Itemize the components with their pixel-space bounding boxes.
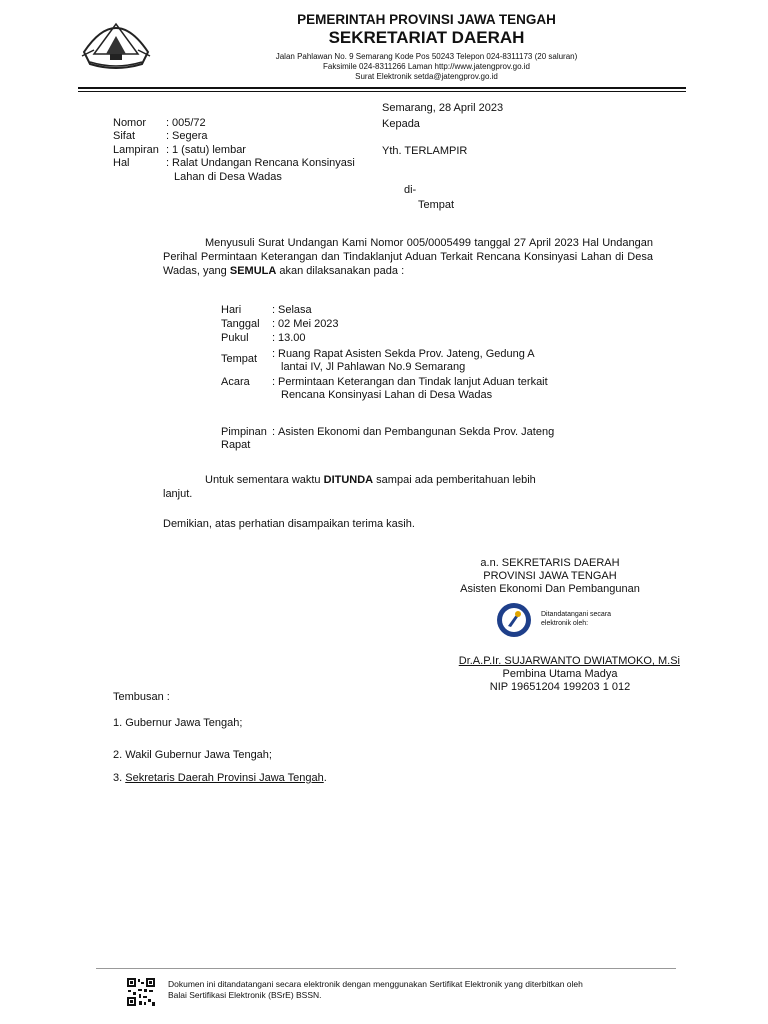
esign-text-1: Ditandatangani secara bbox=[541, 611, 612, 618]
signature-an: a.n. SEKRETARIS DAERAH bbox=[480, 557, 620, 569]
detail-label-hari: Hari bbox=[221, 304, 242, 316]
tembusan-item-2: 2. Wakil Gubernur Jawa Tengah; bbox=[113, 749, 272, 761]
meta-label-lampiran: Lampiran bbox=[113, 144, 159, 156]
header-rule-thick bbox=[78, 87, 686, 89]
signatory-name: Dr.A.P.Ir. SUJARWANTO DWIATMOKO, M.Si bbox=[458, 655, 680, 667]
detail-label-pimpinan: Pimpinan bbox=[221, 426, 267, 438]
kepada: Kepada bbox=[382, 118, 420, 130]
paragraph-intro: Menyusuli Surat Undangan Kami Nomor 005/0005499 tanggal 27 April 2023 Hal Undangan Perihal Permintaan Keterangan dan Tindaklanjut Aduan Terkait Rencana Konsinyasi Lahan di Desa Wadas, yang SEMULA akan dilaksanakan pada : bbox=[163, 237, 653, 277]
signatory-nip: NIP 19651204 199203 1 012 bbox=[489, 681, 631, 693]
meta-value-sifat: Segera bbox=[172, 130, 208, 142]
header-address: Jalan Pahlawan No. 9 Semarang Kode Pos 50243 Telepon 024-8311173 (20 saluran) bbox=[275, 52, 578, 61]
footer-rule bbox=[96, 968, 676, 969]
meta-label-nomor: Nomor bbox=[113, 117, 147, 129]
detail-acara-2: Rencana Konsinyasi Lahan di Desa Wadas bbox=[281, 389, 493, 401]
paragraph-postponed-2: lanjut. bbox=[163, 488, 193, 500]
detail-label-rapat: Rapat bbox=[221, 439, 251, 451]
qr-code-icon bbox=[126, 977, 156, 1007]
footer-line-1: Dokumen ini ditandatangani secara elektronik dengan menggunakan Sertifikat Elektronik yang diterbitkan oleh bbox=[168, 979, 583, 989]
meta-label-hal: Hal bbox=[113, 157, 130, 169]
detail-pimpinan: Asisten Ekonomi dan Pembangunan Sekda Prov. Jateng bbox=[278, 426, 555, 438]
header-email: Surat Elektronik setda@jatengprov.go.id bbox=[355, 72, 498, 81]
meta-value-hal: Ralat Undangan Rencana Konsinyasi bbox=[172, 157, 355, 169]
bsre-seal-icon bbox=[492, 602, 536, 638]
header-secretariat: SEKRETARIAT DAERAH bbox=[328, 28, 525, 47]
recipient: Yth. TERLAMPIR bbox=[382, 145, 468, 157]
detail-label-tempat: Tempat bbox=[221, 353, 258, 365]
tembusan-item-3: 3. Sekretaris Daerah Provinsi Jawa Tengah. bbox=[113, 772, 327, 784]
meta-label-sifat: Sifat bbox=[113, 130, 136, 142]
di: di- bbox=[404, 184, 417, 196]
detail-hari: Selasa bbox=[278, 304, 312, 316]
header-government: PEMERINTAH PROVINSI JAWA TENGAH bbox=[297, 12, 556, 27]
signature-role: Asisten Ekonomi Dan Pembangunan bbox=[460, 583, 640, 595]
meta-value-hal-2: Lahan di Desa Wadas bbox=[174, 171, 282, 183]
detail-tempat-1: Ruang Rapat Asisten Sekda Prov. Jateng, Gedung A bbox=[278, 348, 535, 360]
header-rule-thin bbox=[78, 91, 686, 92]
paragraph-postponed: Untuk sementara waktu DITUNDA sampai ada pemberitahuan lebih bbox=[205, 474, 536, 486]
meta-value-nomor: 005/72 bbox=[172, 117, 206, 129]
tembusan-item-1: 1. Gubernur Jawa Tengah; bbox=[113, 717, 243, 729]
detail-pukul: 13.00 bbox=[278, 332, 306, 344]
detail-acara-1: Permintaan Keterangan dan Tindak lanjut Aduan terkait bbox=[278, 376, 548, 388]
paragraph-closing: Demikian, atas perhatian disampaikan terima kasih. bbox=[163, 518, 415, 530]
footer-line-2: Balai Sertifikasi Elektronik (BSrE) BSSN. bbox=[168, 990, 322, 1000]
place-date: Semarang, 28 April 2023 bbox=[382, 102, 504, 114]
tempat: Tempat bbox=[418, 199, 455, 211]
detail-label-tanggal: Tanggal bbox=[221, 318, 260, 330]
tembusan-title: Tembusan : bbox=[113, 691, 170, 703]
detail-tempat-2: lantai IV, Jl Pahlawan No.9 Semarang bbox=[281, 361, 466, 373]
detail-label-acara: Acara bbox=[221, 376, 250, 388]
esign-text-2: elektronik oleh: bbox=[541, 620, 589, 627]
header-fax: Faksimile 024-8311266 Laman http://www.jatengprov.go.id bbox=[323, 62, 530, 71]
signature-province: PROVINSI JAWA TENGAH bbox=[483, 570, 617, 582]
detail-tanggal: 02 Mei 2023 bbox=[278, 318, 339, 330]
signatory-rank: Pembina Utama Madya bbox=[502, 668, 618, 680]
meta-value-lampiran: 1 (satu) lembar bbox=[172, 144, 246, 156]
detail-label-pukul: Pukul bbox=[221, 332, 249, 344]
